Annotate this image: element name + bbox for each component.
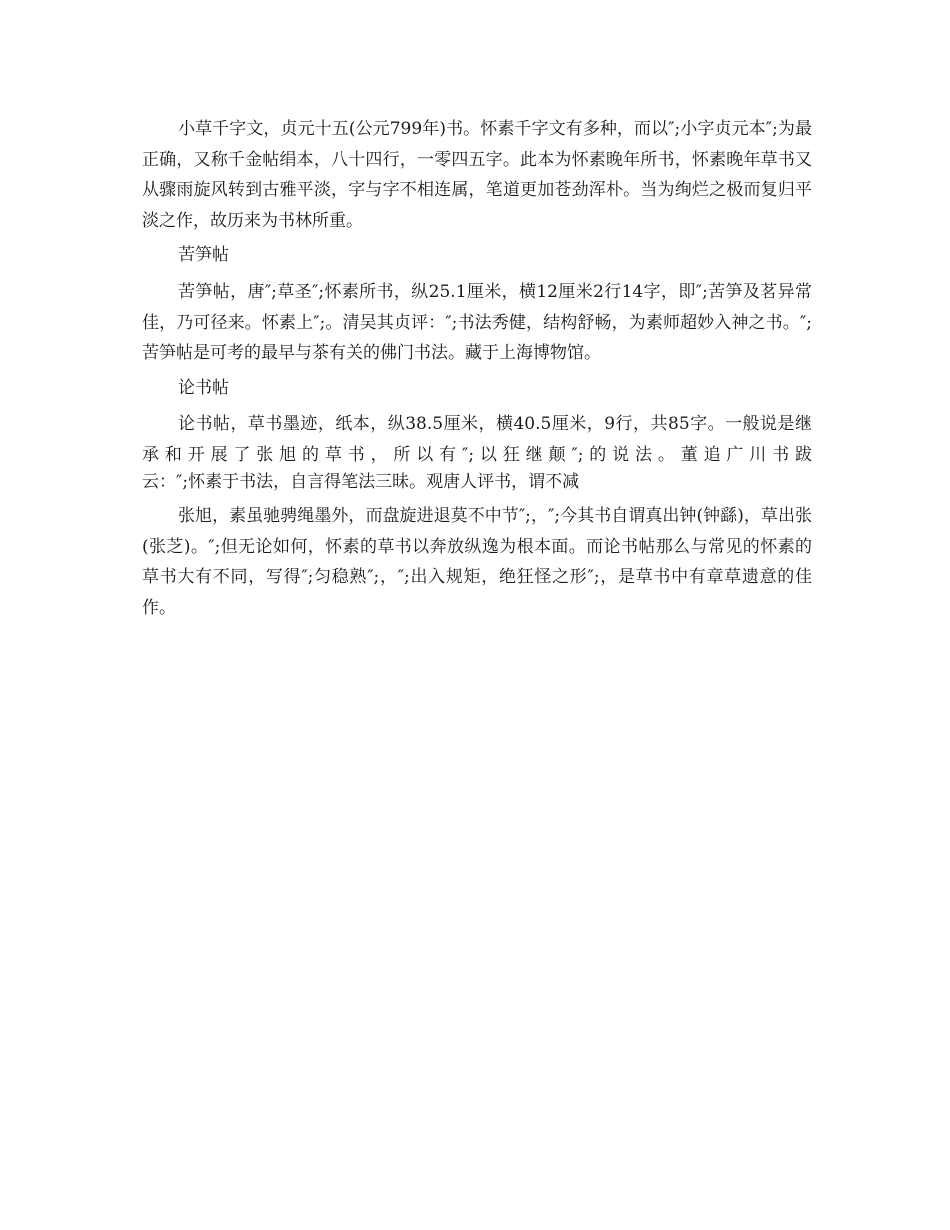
paragraph-kusun-tie: 苦笋帖，唐″;草圣″;怀素所书，纵25.1厘米，横12厘米2行14字，即″;苦笋及茗异常佳，乃可径来。怀素上″;。清吴其贞评：″;书法秀健，结构舒畅，为素师超妙入神之书。″;苦笋帖是可考的最早与茶有关的佛门书法。藏于上海博物馆。 (142, 281, 812, 364)
paragraph-lunshu-tie: 论书帖，草书墨迹，纸本，纵38.5厘米，横40.5厘米，9行，共85字。一般说是继承和开展了张旭的草书，所以有″;以狂继颠″;的说法。董追广川书跋 (142, 414, 812, 465)
paragraph-small-cursive-thousand-character: 小草千字文，贞元十五(公元799年)书。怀素千字文有多种，而以″;小字贞元本″;为最正确，又称千金帖绢本，八十四行，一零四五字。此本为怀素晚年所书，怀素晚年草书又从骤雨旋风转到古雅平淡，字与字不相连属，笔道更加苍劲浑朴。当为绚烂之极而复归平淡之作，故历来为书林所重。 (142, 119, 812, 231)
heading-kusun-tie: 苦笋帖 (178, 245, 229, 266)
paragraph-zhang-xu: 张旭，素虽驰骋绳墨外，而盘旋进退莫不中节″;，″;今其书自谓真出钟(钟繇)，草出张(张芝)。″;但无论如何，怀素的草书以奔放纵逸为根本面。而论书帖那么与常见的怀素的草书大有不同，写得″;匀稳熟″;，″;出入规矩，绝狂怪之形″;，是草书中有章草遗意的佳作。 (142, 506, 812, 618)
document-body (142, 114, 812, 628)
heading-lunshu-tie: 论书帖 (178, 377, 229, 398)
paragraph-lunshu-tie-tail: 云：″;怀素于书法，自言得笔法三昧。观唐人评书，谓不减 (142, 471, 580, 492)
